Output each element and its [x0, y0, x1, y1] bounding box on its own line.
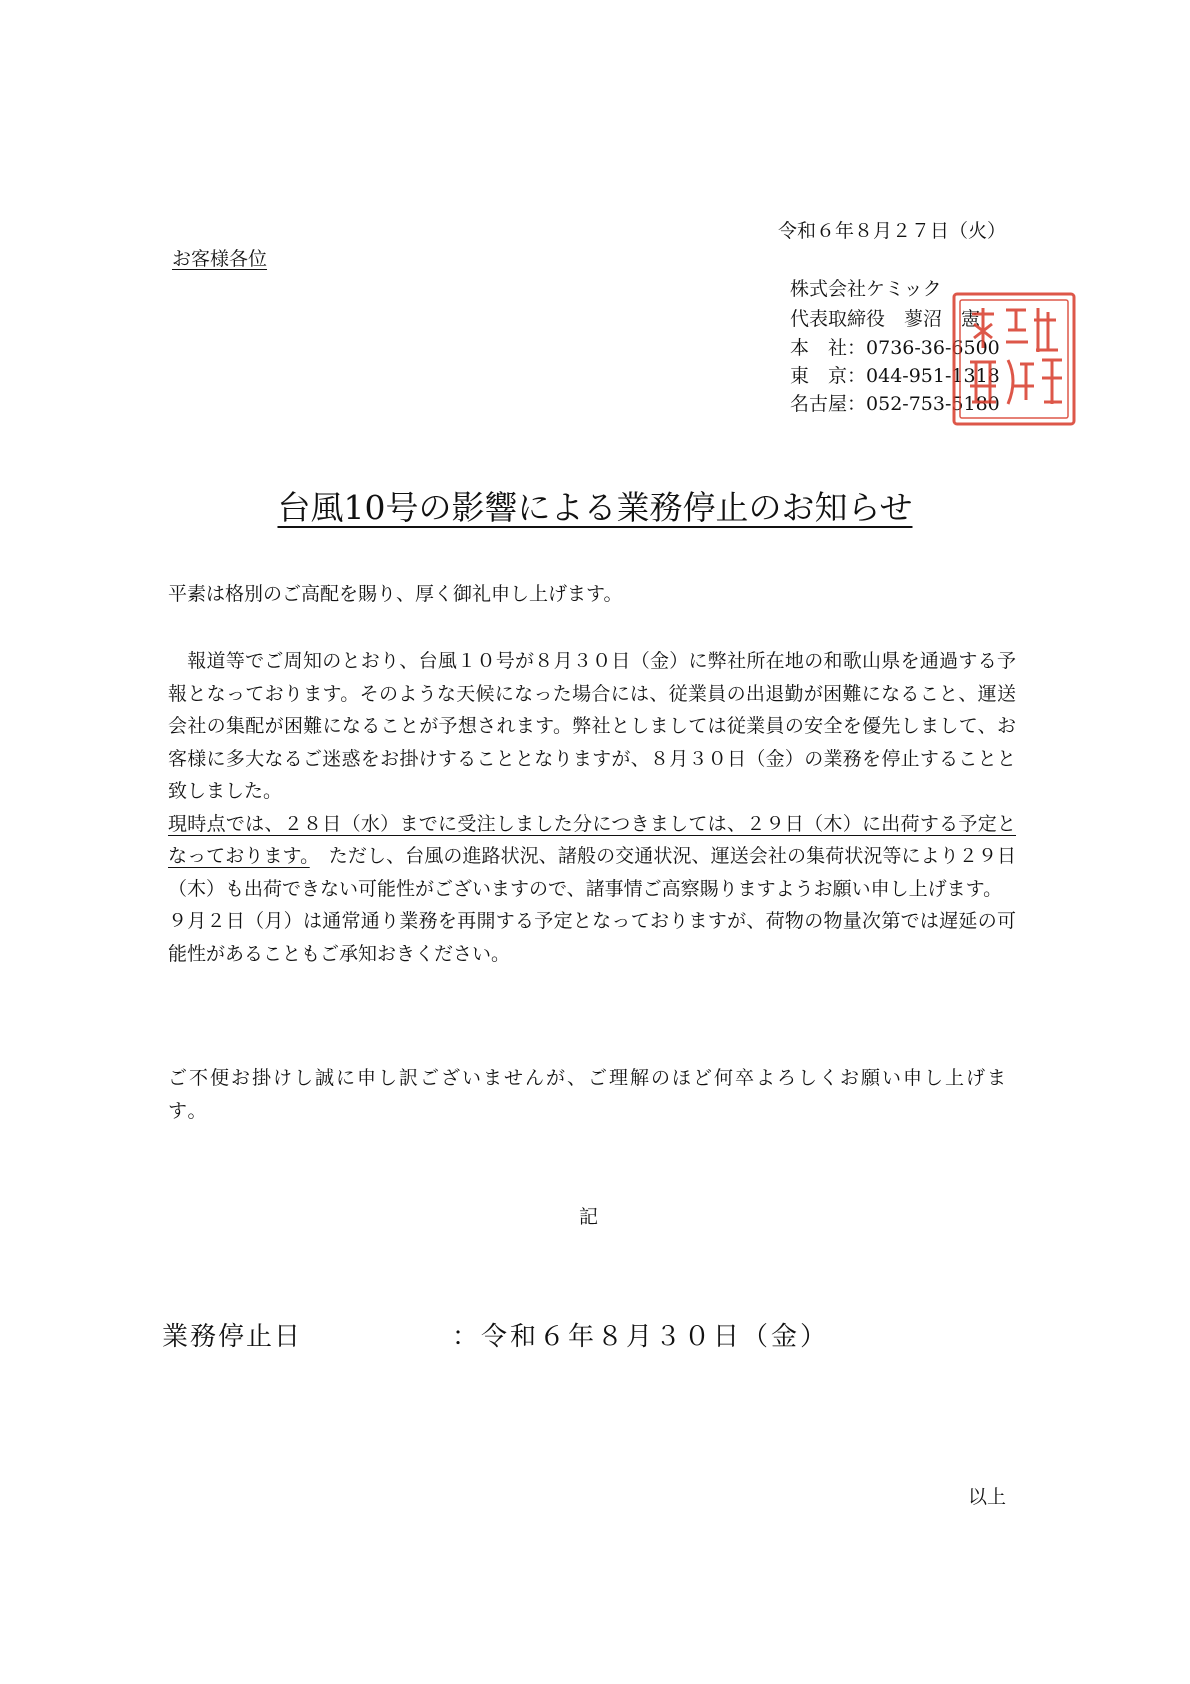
office-label: 東 京 — [790, 365, 848, 387]
company-seal — [950, 290, 1078, 428]
office-label: 本 社 — [790, 337, 848, 359]
stop-day-label: 業務停止日 — [162, 1322, 303, 1352]
page-title — [0, 482, 1190, 529]
greeting: 平素は格別のご高配を賜り、厚く御礼申し上げます。 — [168, 583, 623, 605]
office-phone: ：044-951-1318 — [847, 365, 1000, 387]
notice-body — [168, 645, 1016, 970]
office-phone: ：052-753-5180 — [847, 393, 1000, 415]
closing-remark: ご不便お掛けし誠に申し訳ございませんが、ご理解のほど何卒よろしくお願い申し上げます。 — [168, 1067, 1009, 1122]
notice-date: 令和６年８月２７日（火） — [778, 220, 1007, 242]
addressee: お客様各位 — [172, 248, 268, 270]
body-paragraph: 報道等でご周知のとおり、台風１０号が８月３０日（金）に弊社所在地の和歌山県を通過する予報となっております。そのような天候になった場合には、従業員の出退勤が困難になること、運送会社の集配が困難になることが予想されます。弊社としましては従業員の安全を優先しまして、お客様に多大なるご迷惑をお掛けすることとなりますが、８月３０日（金）の業務を停止することと致しました。 — [168, 650, 1016, 802]
office-label: 名古屋 — [790, 393, 848, 415]
shipping-caveat: ただし、台風の進路状況、諸般の交通状況、運送会社の集荷状況等により２９日（木）も出荷できない可能性がございますので、諸事情ご高察賜りますようお願い申し上げます。 — [168, 845, 1016, 900]
company-name: 株式会社ケミック — [790, 278, 942, 300]
body-paragraph — [168, 808, 1016, 906]
title-text: 台風10号の影響による業務停止のお知らせ — [277, 488, 913, 527]
representative: 代表取締役 蓼沼 憲 — [790, 308, 981, 330]
body-paragraph: ９月２日（月）は通常通り業務を再開する予定となっておりますが、荷物の物量次第では遅延の可能性があることもご承知おきください。 — [168, 910, 1016, 965]
stop-day-value: ：令和６年８月３０日（金） — [452, 1322, 830, 1352]
ijo-marker: 以上 — [968, 1486, 1007, 1508]
shipping-notice: 現時点では、２８日（水）までに受注しました分につきましては、２９日（木）に出荷する予定となっております。 — [168, 812, 1016, 867]
ki-marker: 記 — [579, 1206, 599, 1228]
office-phone: ：0736-36-6500 — [847, 337, 1000, 359]
